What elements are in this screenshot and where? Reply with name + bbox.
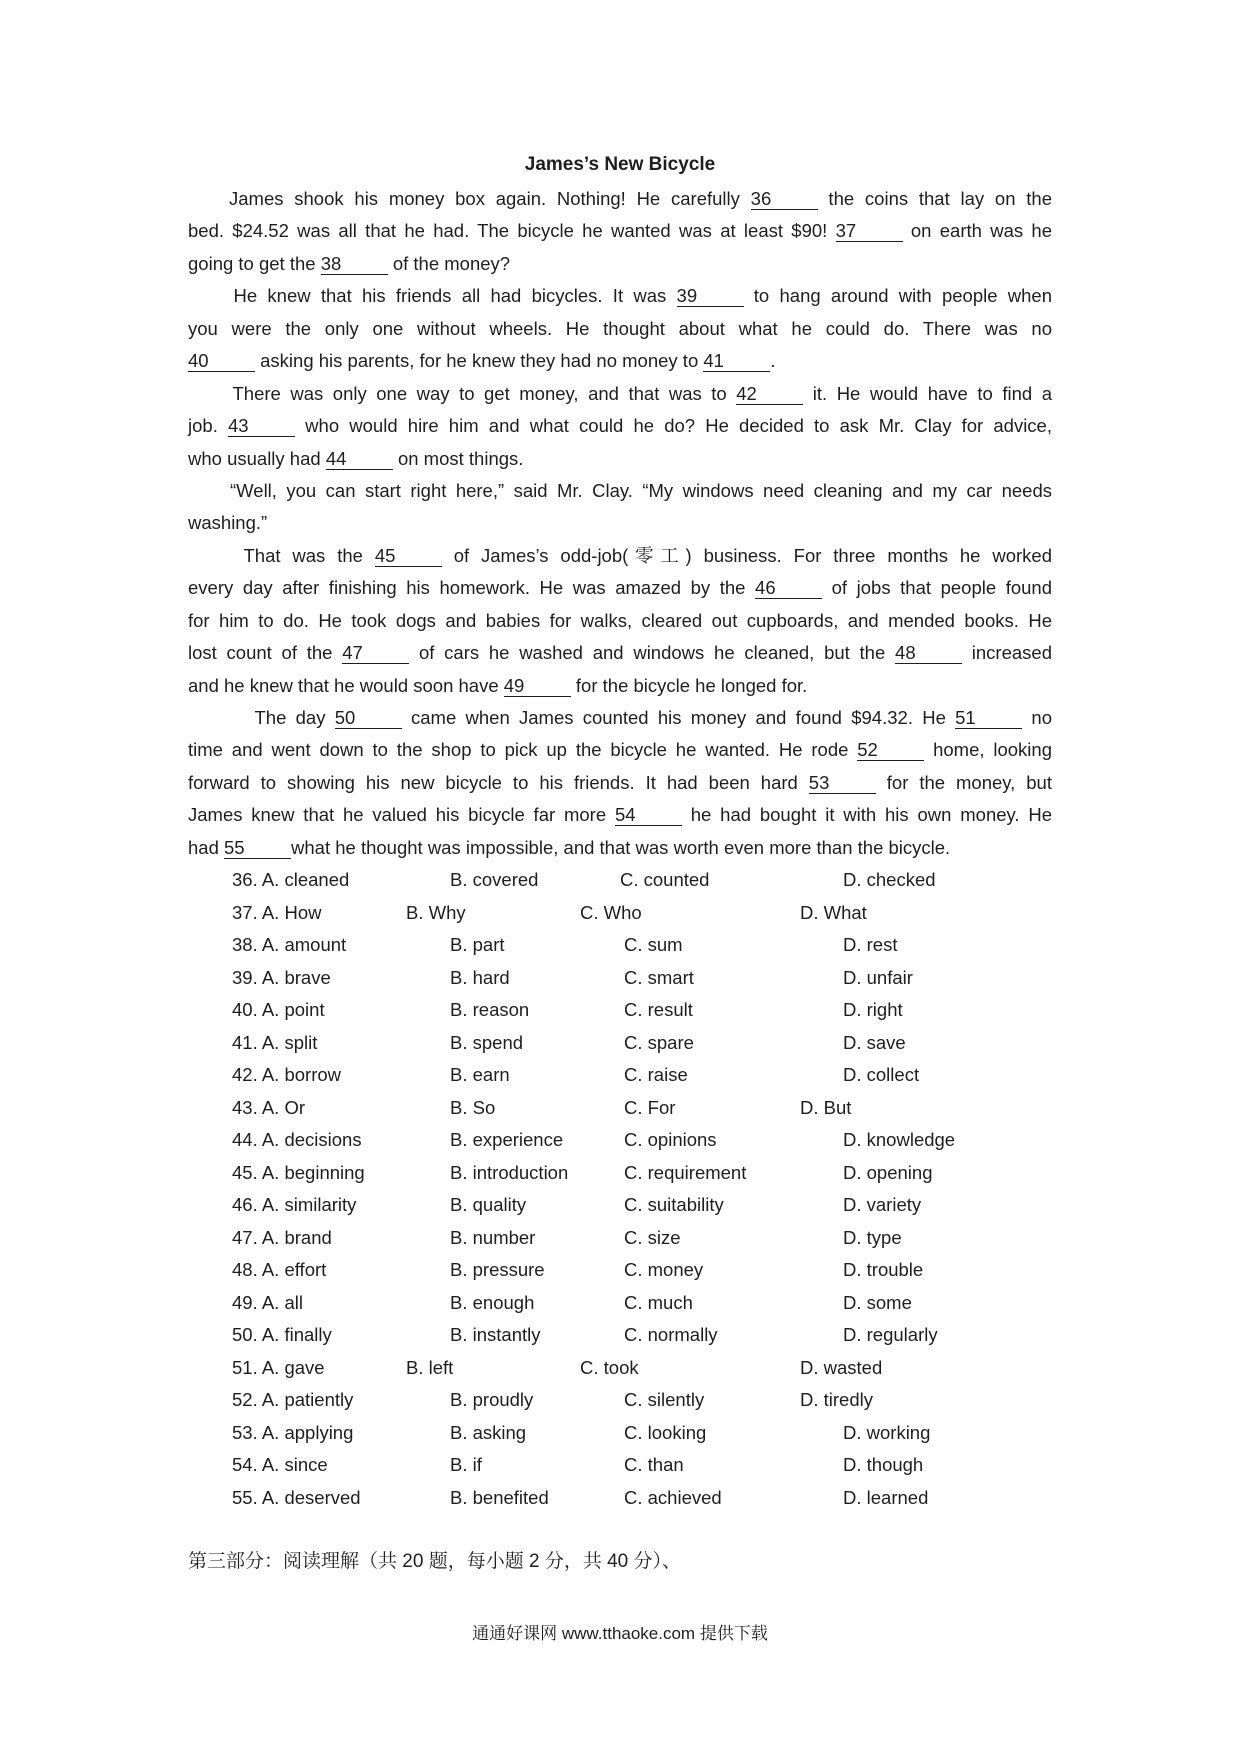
option-a: A. effort: [261, 1259, 327, 1280]
question-row: [0, 1482, 1240, 1515]
option-b: B. benefited: [450, 1486, 549, 1508]
passage-line: [188, 183, 1052, 215]
question-row: [0, 994, 1240, 1027]
option-c: C. result: [624, 999, 693, 1020]
option-c: C. smart: [624, 966, 694, 988]
blank-49: 49: [504, 676, 571, 697]
passage-line: [188, 443, 1052, 475]
blank-51: 51: [955, 708, 1022, 729]
passage-text: job.: [188, 415, 228, 437]
passage-text: had: [188, 836, 225, 858]
question-lead: [232, 1287, 303, 1320]
passage-text: of cars he washed and windows he cleaned, but the: [409, 642, 896, 664]
passage-paragraph: [188, 475, 1052, 540]
option-b: B. spend: [450, 1031, 524, 1053]
passage-text: James knew that he valued his bicycle far more: [188, 804, 615, 826]
passage-text: who would hire him and what could he do? He decided to ask Mr. Clay for advice,: [295, 415, 1052, 437]
question-number: 44.: [232, 1129, 258, 1150]
blank-43: 43: [228, 416, 295, 437]
passage: [188, 183, 1052, 864]
passage-text: no: [1022, 707, 1052, 728]
option-c: C. looking: [624, 1421, 707, 1443]
passage-text: lost count of the: [188, 642, 343, 664]
option-b: B. left: [406, 1356, 454, 1378]
option-a: A. decisions: [261, 1129, 362, 1150]
option-b: B. experience: [450, 1129, 564, 1150]
passage-line: [188, 799, 1052, 831]
passage-title: James’s New Bicycle: [524, 154, 716, 175]
passage-text: He knew that his friends all had bicycles. It was: [233, 285, 677, 307]
question-lead: [232, 1092, 305, 1125]
option-b: B. number: [450, 1226, 536, 1248]
option-c: C. much: [624, 1291, 693, 1313]
option-b: B. hard: [450, 966, 510, 988]
question-lead: [232, 994, 325, 1027]
passage-text: it. He would have to find a: [803, 382, 1052, 404]
option-a: A. gave: [261, 1356, 325, 1378]
passage-text: going to get the: [188, 252, 321, 274]
option-a: A. amount: [261, 934, 347, 955]
passage-line: [188, 313, 1052, 345]
option-c: C. opinions: [624, 1129, 717, 1150]
passage-text: home, looking: [924, 739, 1052, 761]
question-row: [0, 1319, 1240, 1352]
option-a: A. similarity: [261, 1194, 357, 1215]
option-c: C. spare: [624, 1031, 694, 1053]
question-row: [0, 1124, 1240, 1157]
option-a: A. brave: [261, 966, 331, 988]
blank-55: 55: [224, 838, 291, 859]
blank-37: 37: [836, 221, 903, 242]
blank-39: 39: [677, 286, 744, 307]
option-d: D. wasted: [800, 1356, 883, 1378]
footer-watermark: 通通好课网 www.tthaoke.com 提供下载: [472, 1624, 768, 1643]
option-d: D. collect: [843, 1064, 920, 1085]
passage-line: [188, 475, 1052, 507]
option-c: C. than: [624, 1454, 684, 1475]
question-row: [0, 1189, 1240, 1222]
blank-36: 36: [751, 189, 818, 210]
option-c: C. money: [624, 1259, 704, 1280]
passage-line: [188, 507, 1052, 539]
blank-46: 46: [755, 578, 822, 599]
question-number: 47.: [232, 1226, 258, 1248]
option-b: B. quality: [450, 1194, 527, 1215]
option-a: A. borrow: [261, 1064, 342, 1085]
passage-text: and he knew that he would soon have: [188, 674, 504, 696]
passage-text: to hang around with people when: [743, 285, 1052, 307]
question-row: [0, 1417, 1240, 1450]
option-d: D. trouble: [843, 1259, 924, 1280]
answer-options: [0, 864, 1240, 1514]
question-lead: [232, 864, 349, 897]
passage-paragraph: [188, 702, 1052, 864]
option-c: C. For: [624, 1096, 676, 1118]
question-lead: [232, 1254, 326, 1287]
passage-paragraph: [188, 378, 1052, 475]
option-d: D. variety: [843, 1194, 922, 1215]
passage-line: [188, 280, 1052, 312]
question-number: 37.: [232, 901, 258, 923]
option-b: B. part: [450, 934, 505, 955]
question-number: 51.: [232, 1356, 258, 1378]
question-number: 41.: [232, 1031, 258, 1053]
option-d: D. though: [843, 1454, 924, 1475]
passage-line: [188, 572, 1052, 604]
question-number: 36.: [232, 869, 258, 890]
blank-44: 44: [326, 449, 393, 470]
passage-text: came when James counted his money and found $94.32. He: [401, 707, 956, 728]
question-row: [0, 1157, 1240, 1190]
question-row: [0, 1027, 1240, 1060]
option-c: C. normally: [624, 1324, 718, 1345]
passage-text: the coins that lay on the: [817, 188, 1052, 209]
question-number: 53.: [232, 1421, 258, 1443]
question-row: [0, 929, 1240, 962]
question-lead: [232, 1059, 341, 1092]
question-lead: [232, 1449, 328, 1482]
passage-line: [188, 637, 1052, 669]
question-lead: [232, 1384, 353, 1417]
question-row: [0, 1254, 1240, 1287]
option-a: A. How: [261, 901, 322, 923]
question-number: 39.: [232, 966, 258, 988]
blank-54: 54: [615, 805, 682, 826]
option-b: B. pressure: [450, 1259, 545, 1280]
passage-text: washing.”: [188, 512, 268, 534]
question-number: 54.: [232, 1454, 258, 1475]
question-lead: [232, 1124, 362, 1157]
passage-text: There was only one way to get money, and that was to: [232, 382, 737, 404]
option-d: D. tiredly: [800, 1389, 873, 1410]
option-b: B. covered: [450, 869, 539, 890]
option-b: B. reason: [450, 999, 530, 1020]
passage-text: he had bought it with his own money. He: [681, 804, 1053, 826]
blank-52: 52: [857, 740, 924, 761]
option-c: C. Who: [580, 901, 642, 923]
option-c: C. suitability: [624, 1194, 724, 1215]
option-d: D. knowledge: [843, 1129, 956, 1150]
passage-line: [188, 605, 1052, 637]
passage-text: time and went down to the shop to pick up the bicycle he wanted. He rode: [188, 739, 858, 761]
question-row: [0, 1092, 1240, 1125]
option-d: D. rest: [843, 934, 898, 955]
option-d: D. right: [843, 999, 903, 1020]
blank-41: 41: [703, 351, 770, 372]
option-a: A. all: [261, 1291, 303, 1313]
question-number: 43.: [232, 1096, 258, 1118]
question-lead: [232, 1319, 332, 1352]
passage-text: of jobs that people found: [822, 577, 1052, 599]
option-a: A. patiently: [261, 1389, 354, 1410]
option-b: B. proudly: [450, 1389, 534, 1410]
question-row: [0, 1384, 1240, 1417]
question-row: [0, 864, 1240, 897]
question-row: [0, 1449, 1240, 1482]
question-number: 40.: [232, 999, 258, 1020]
option-b: B. Why: [406, 901, 466, 923]
option-d: D. type: [843, 1226, 902, 1248]
question-row: [0, 962, 1240, 995]
question-lead: [232, 1157, 365, 1190]
blank-45: 45: [375, 546, 442, 567]
passage-line: [188, 410, 1052, 442]
option-a: A. since: [261, 1454, 328, 1475]
option-d: D. checked: [843, 869, 936, 890]
passage-text: every day after finishing his homework. He was amazed by the: [188, 577, 756, 599]
option-d: D. unfair: [843, 966, 913, 988]
question-row: [0, 897, 1240, 930]
passage-line: [188, 540, 1052, 572]
option-c: C. took: [580, 1356, 639, 1378]
blank-38: 38: [321, 254, 388, 275]
blank-47: 47: [342, 643, 409, 664]
passage-text: you were the only one without wheels. He thought about what he could do. There was no: [188, 317, 1052, 339]
option-d: D. But: [800, 1096, 852, 1118]
option-c: C. achieved: [624, 1486, 722, 1508]
question-row: [0, 1222, 1240, 1255]
passage-paragraph: [188, 280, 1052, 377]
option-c: C. counted: [620, 869, 710, 890]
passage-line: [188, 345, 1052, 377]
option-b: B. asking: [450, 1421, 527, 1443]
option-c: C. sum: [624, 934, 683, 955]
option-a: A. point: [261, 999, 325, 1020]
passage-text: increased: [962, 642, 1053, 664]
passage-text: on most things.: [392, 447, 524, 469]
passage-paragraph: [188, 183, 1052, 280]
option-b: B. earn: [450, 1064, 510, 1085]
option-d: D. save: [843, 1031, 906, 1053]
option-b: B. enough: [450, 1291, 535, 1313]
question-row: [0, 1287, 1240, 1320]
passage-text: asking his parents, for he knew they had no money to: [255, 350, 704, 372]
passage-line: [188, 248, 1052, 280]
question-row: [0, 1352, 1240, 1385]
option-c: C. size: [624, 1226, 681, 1248]
passage-text: on earth was he: [902, 220, 1052, 242]
option-a: A. brand: [261, 1226, 332, 1248]
blank-53: 53: [809, 773, 876, 794]
option-b: B. instantly: [450, 1324, 541, 1345]
question-row: [0, 1059, 1240, 1092]
question-number: 50.: [232, 1324, 258, 1345]
option-a: A. deserved: [261, 1486, 361, 1508]
option-d: D. working: [843, 1421, 931, 1443]
passage-paragraph: [188, 540, 1052, 702]
passage-text: for the bicycle he longed for.: [570, 674, 808, 696]
question-lead: [232, 1222, 332, 1255]
option-d: D. learned: [843, 1486, 929, 1508]
option-c: C. silently: [624, 1389, 705, 1410]
passage-text: forward to showing his new bicycle to his friends. It had been hard: [188, 771, 809, 793]
option-a: A. cleaned: [261, 869, 350, 890]
passage-text: for him to do. He took dogs and babies for walks, cleared out cupboards, and mended books. He: [188, 609, 1052, 631]
question-number: 55.: [232, 1486, 258, 1508]
question-number: 48.: [232, 1259, 258, 1280]
blank-40: 40: [188, 351, 255, 372]
option-b: B. So: [450, 1096, 496, 1118]
option-b: B. introduction: [450, 1161, 569, 1183]
section-heading: 第三部分：阅读理解（共 20 题，每小题 2 分，共 40 分）、: [188, 1551, 682, 1572]
blank-42: 42: [736, 384, 803, 405]
option-a: A. split: [261, 1031, 318, 1053]
question-lead: [232, 897, 321, 930]
question-number: 38.: [232, 934, 258, 955]
option-d: D. regularly: [843, 1324, 938, 1345]
question-number: 52.: [232, 1389, 258, 1410]
question-lead: [232, 1482, 361, 1515]
passage-line: [188, 215, 1052, 247]
option-a: A. applying: [261, 1421, 354, 1443]
option-d: D. opening: [843, 1161, 933, 1183]
question-lead: [232, 1189, 356, 1222]
option-b: B. if: [450, 1454, 482, 1475]
passage-text: “Well, you can start right here,” said Mr. Clay. “My windows need cleaning and my car needs: [230, 479, 1052, 501]
passage-line: [188, 702, 1052, 734]
passage-text: The day: [254, 707, 335, 728]
passage-line: [188, 670, 1052, 702]
option-c: C. raise: [624, 1064, 688, 1085]
option-d: D. What: [800, 901, 867, 923]
passage-text: That was the: [243, 544, 375, 566]
passage-text: for the money, but: [875, 771, 1052, 793]
question-lead: [232, 962, 331, 995]
question-number: 45.: [232, 1161, 258, 1183]
option-d: D. some: [843, 1291, 912, 1313]
option-a: A. Or: [261, 1096, 306, 1118]
question-number: 46.: [232, 1194, 258, 1215]
passage-line: [188, 734, 1052, 766]
passage-text: what he thought was impossible, and that was worth even more than the bicycle.: [291, 836, 951, 858]
question-lead: [232, 1417, 353, 1450]
question-number: 49.: [232, 1291, 258, 1313]
question-number: 42.: [232, 1064, 258, 1085]
option-a: A. finally: [261, 1324, 332, 1345]
passage-text: James shook his money box again. Nothing! He carefully: [229, 188, 751, 209]
passage-text: of the money?: [387, 252, 511, 274]
passage-line: [188, 378, 1052, 410]
question-lead: [232, 1027, 317, 1060]
blank-48: 48: [895, 643, 962, 664]
question-lead: [232, 1352, 325, 1385]
question-lead: [232, 929, 346, 962]
passage-text: .: [770, 350, 776, 372]
option-c: C. requirement: [624, 1161, 747, 1183]
blank-50: 50: [335, 708, 402, 729]
passage-text: bed. $24.52 was all that he had. The bicycle he wanted was at least $90!: [188, 220, 836, 242]
passage-text: of James’s odd-job(零工) business. For three months he worked: [441, 544, 1052, 566]
passage-line: [188, 832, 1052, 864]
option-a: A. beginning: [261, 1161, 365, 1183]
passage-text: who usually had: [188, 447, 326, 469]
passage-line: [188, 767, 1052, 799]
